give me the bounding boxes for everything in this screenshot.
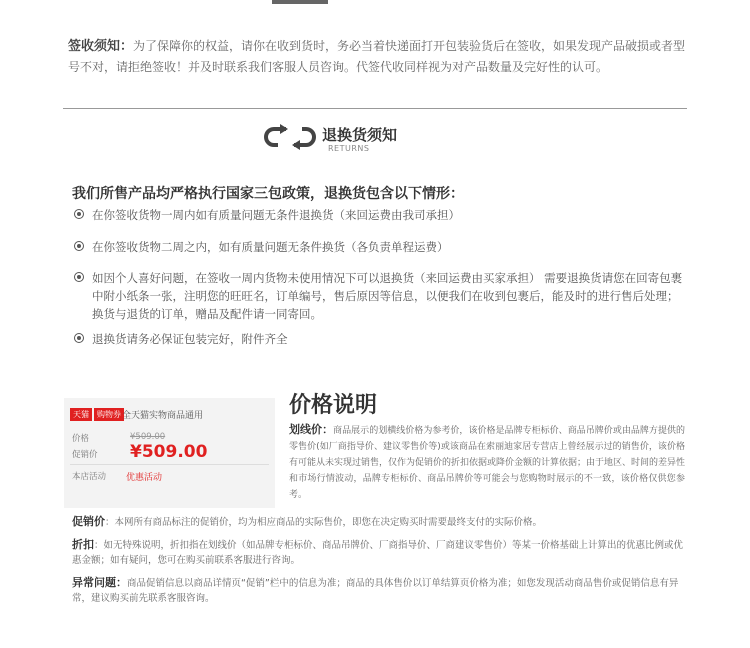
policy-item: [72, 330, 672, 348]
policy-item-text: 在你签收货物一周内如有质量问题无条件退换货（来回运费由我司承担）: [92, 208, 460, 222]
coupon-tag: 购物券: [94, 408, 124, 421]
abnormal-note: [72, 575, 686, 606]
radio-bullet-icon: [74, 333, 84, 343]
price-label: 价格: [72, 434, 90, 444]
price-section-title: 价格说明: [289, 393, 378, 418]
radio-bullet-icon: [74, 209, 84, 219]
returns-title: 退换货须知: [322, 126, 398, 144]
activity-value: 优惠活动: [126, 473, 163, 483]
activity-label: 本店活动: [72, 472, 107, 482]
sign-notice-label: 签收须知：: [68, 39, 134, 54]
promo-note-text: ：本网所有商品标注的促销价，均为相应商品的实际售价，即您在决定购买时需要最终支付的实际价格。: [105, 517, 543, 528]
sign-notice-text: 为了保障你的权益，请你在收到货时，务必当着快递面打开包装验货后在签收，如果发现产品破损或者型号不对，请拒绝签收！并及时联系我们客服人员咨询。代签代收同样视为对产品数量及完好性的认可。: [68, 39, 686, 74]
promo-price: ¥509.00: [130, 442, 208, 462]
policy-heading: 我们所售产品均严格执行国家三包政策，退换货包含以下情形：: [72, 186, 464, 202]
discount-note-text: ：如无特殊说明，折扣指在划线价（如品牌专柜标价、商品吊牌价、厂商指导价、厂商建议零售价）等某一价格基础上计算出的优惠比例或优惠金额；如有疑问，您可在购买前联系客服进行咨询。: [72, 540, 684, 566]
original-price: ¥509.00: [130, 432, 166, 442]
promo-price-note: [72, 514, 686, 530]
section-divider: [63, 108, 687, 109]
discount-note-label: 折扣: [72, 538, 94, 551]
card-divider: [70, 464, 269, 465]
policy-item: [72, 206, 672, 224]
price-example-card: [64, 398, 275, 508]
tmall-tag: 天猫: [70, 408, 92, 421]
radio-bullet-icon: [74, 241, 84, 251]
strike-price-description: [289, 422, 685, 503]
strike-price-text: 商品展示的划横线价格为参考价，该价格是品牌专柜标价、商品吊牌价或由品牌方提供的零售价(如厂商指导价、建议零售价等)或该商品在索丽迪家居专营店上曾经展示过的销售价，该价格有可能从未实现过销售，仅作为促销价的折扣依据或降价金额的计算依据；由于地区、时间的差异性和市场行情波动，品牌专柜标价、商品吊牌价等可能会与您购物时展示的不一致，该价格仅供您参考。: [289, 426, 686, 500]
returns-subtitle: RETURNS: [328, 144, 370, 153]
policy-item-text: 如因个人喜好问题，在签收一周内货物未使用情况下可以退换货（来回运费由买家承担） 需要退换货请您在回寄包裹中附小纸条一张，注明您的旺旺名，订单编号，售后原因等信息，以便我们在收到包裹后，能及时的进行售后处理；换货与退货的订单，赠品及配件请一同寄回。: [92, 271, 683, 321]
abnormal-note-text: 商品促销信息以商品详情页“促销”栏中的信息为准；商品的具体售价以订单结算页价格为准；如您发现活动商品售价或促销信息有异常，建议购买前先联系客服咨询。: [72, 578, 679, 604]
promo-label: 促销价: [72, 450, 98, 460]
discount-note: [72, 537, 686, 568]
policy-item-text: 退换货请务必保证包装完好，附件齐全: [92, 332, 288, 346]
abnormal-note-label: 异常问题：: [72, 576, 127, 589]
top-tab-indicator: [272, 0, 328, 4]
sign-notice: [68, 36, 686, 77]
coupon-note: 全天猫实物商品通用: [122, 411, 204, 421]
strike-price-label: 划线价：: [289, 423, 334, 436]
radio-bullet-icon: [74, 272, 84, 282]
promo-note-label: 促销价: [72, 515, 105, 528]
policy-item-text: 在你签收货物二周之内，如有质量问题无条件换货（各负责单程运费）: [92, 240, 449, 254]
exchange-arrows-icon: [264, 124, 316, 150]
policy-item: [72, 269, 686, 323]
policy-item: [72, 238, 672, 256]
